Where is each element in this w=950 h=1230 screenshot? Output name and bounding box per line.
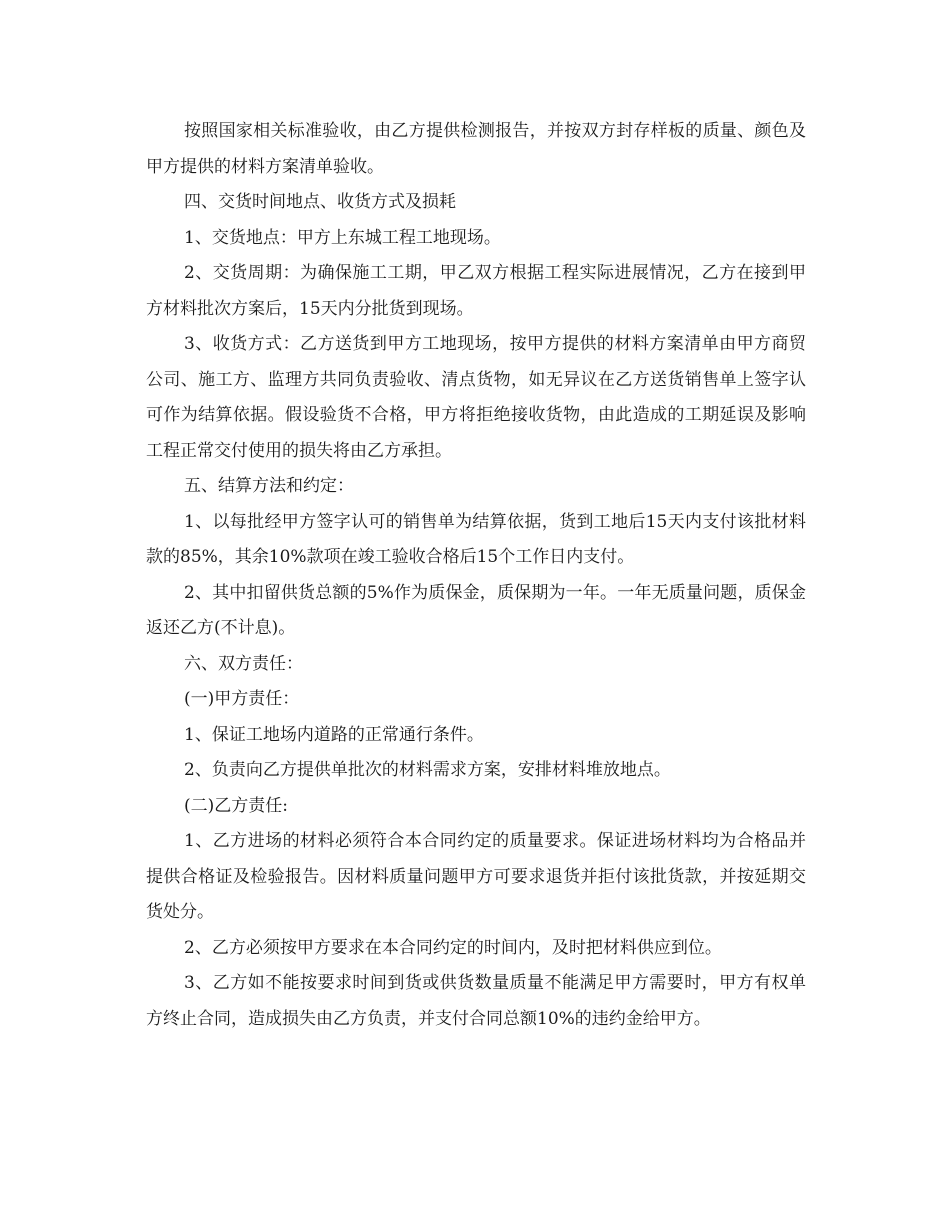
subheading-party-b: (二)乙方责任:: [184, 795, 288, 816]
paragraph-delivery-period: 2、交货周期：为确保施工工期，甲乙双方根据工程实际进展情况，乙方在接到甲方材料批次方案后，15天内分批货到现场。: [146, 263, 806, 319]
paragraph-receiving-method: 3、收货方式：乙方送货到甲方工地现场，按甲方提供的材料方案清单由甲方商贸公司、施工方、监理方共同负责验收、清点货物，如无异议在乙方送货销售单上签字认可作为结算依据。假设验货不合格，甲方将拒绝接收货物，由此造成的工期延误及影响工程正常交付使用的损失将由乙方承担。: [146, 334, 806, 461]
paragraph-party-a-duty-1: 1、保证工地场内道路的正常通行条件。: [184, 724, 484, 745]
heading-section-5: 五、结算方法和约定：: [184, 476, 354, 496]
paragraph-delivery-location: 1、交货地点：甲方上东城工程工地现场。: [184, 227, 501, 248]
paragraph-settlement-basis: 1、以每批经甲方签字认可的销售单为结算依据，货到工地后15天内支付该批材料款的85%，其余10%款项在竣工验收合格后15个工作日内支付。: [146, 511, 806, 567]
subheading-party-a: (一)甲方责任：: [184, 689, 300, 709]
paragraph-acceptance-standard: 按照国家相关标准验收，由乙方提供检测报告，并按双方封存样板的质量、颜色及甲方提供的材料方案清单验收。: [146, 121, 806, 177]
heading-section-4: 四、交货时间地点、收货方式及损耗: [184, 192, 456, 212]
paragraph-party-b-duty-2: 2、乙方必须按甲方要求在本合同约定的时间内，及时把材料供应到位。: [184, 937, 722, 958]
paragraph-party-a-duty-2: 2、负责向乙方提供单批次的材料需求方案，安排材料堆放地点。: [184, 760, 671, 780]
document-body: [146, 114, 806, 1037]
heading-section-6: 六、双方责任：: [184, 653, 303, 674]
paragraph-party-b-duty-3: 3、乙方如不能按要求时间到货或供货数量质量不能满足甲方需要时，甲方有权单方终止合同，造成损失由乙方负责，并支付合同总额10%的违约金给甲方。: [146, 973, 806, 1029]
paragraph-party-b-duty-1: 1、乙方进场的材料必须符合本合同约定的质量要求。保证进场材料均为合格品并提供合格证及检验报告。因材料质量问题甲方可要求退货并拒付该批货款，并按延期交货处分。: [146, 831, 806, 922]
paragraph-warranty-deposit: 2、其中扣留供货总额的5%作为质保金，质保期为一年。一年无质量问题，质保金返还乙方(不计息)。: [146, 582, 806, 638]
